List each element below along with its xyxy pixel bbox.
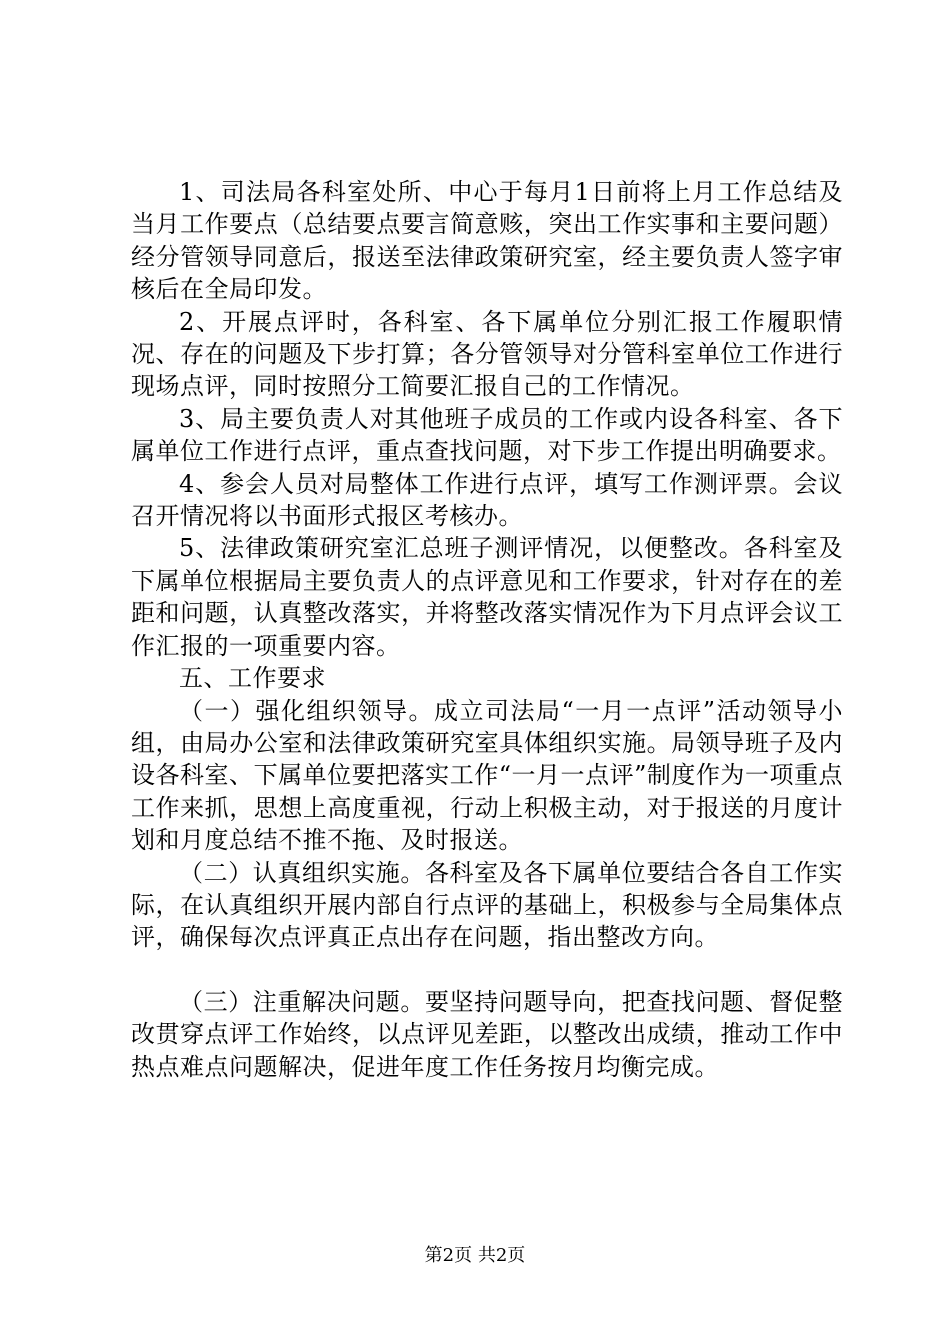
- requirement-item-3: （三）注重解决问题。要坚持问题导向，把查找问题、督促整改贯穿点评工作始终，以点评见差距，以整改出成绩，推动工作中热点难点问题解决，促进年度工作任务按月均衡完成。: [131, 987, 843, 1081]
- paragraph-item-3: 3、局主要负责人对其他班子成员的工作或内设各科室、各下属单位工作进行点评，重点查找问题，对下步工作提出明确要求。: [131, 404, 843, 466]
- page-footer: [0, 1244, 950, 1268]
- section-heading-work-requirements: 五、工作要求: [179, 664, 326, 693]
- paragraph-item-5: 5、法律政策研究室汇总班子测评情况，以便整改。各科室及下属单位根据局主要负责人的点评意见和工作要求，针对存在的差距和问题，认真整改落实，并将整改落实情况作为下月点评会议工作汇报的一项重要内容。: [131, 534, 843, 660]
- document-body: [131, 176, 843, 1083]
- paragraph-item-2: 2、开展点评时，各科室、各下属单位分别汇报工作履职情况、存在的问题及下步打算；各分管领导对分管科室单位工作进行现场点评，同时按照分工简要汇报自己的工作情况。: [131, 307, 843, 401]
- page-number: 第2页 共2页: [424, 1245, 526, 1266]
- requirement-item-2: （二）认真组织实施。各科室及各下属单位要结合各自工作实际，在认真组织开展内部自行点评的基础上，积极参与全局集体点评，确保每次点评真正点出存在问题，指出整改方向。: [131, 858, 843, 952]
- paragraph-item-4: 4、参会人员对局整体工作进行点评，填写工作测评票。会议召开情况将以书面形式报区考核办。: [131, 469, 843, 531]
- paragraph-item-1: 1、司法局各科室处所、中心于每月1日前将上月工作总结及当月工作要点（总结要点要言简意赅，突出工作实事和主要问题）经分管领导同意后，报送至法律政策研究室，经主要负责人签字审核后在全局印发。: [131, 178, 843, 304]
- requirement-item-1: （一）强化组织领导。成立司法局“一月一点评”活动领导小组，由局办公室和法律政策研究室具体组织实施。局领导班子及内设各科室、下属单位要把落实工作“一月一点评”制度作为一项重点工作来抓，思想上高度重视，行动上积极主动，对于报送的月度计划和月度总结不推不拖、及时报送。: [131, 696, 843, 855]
